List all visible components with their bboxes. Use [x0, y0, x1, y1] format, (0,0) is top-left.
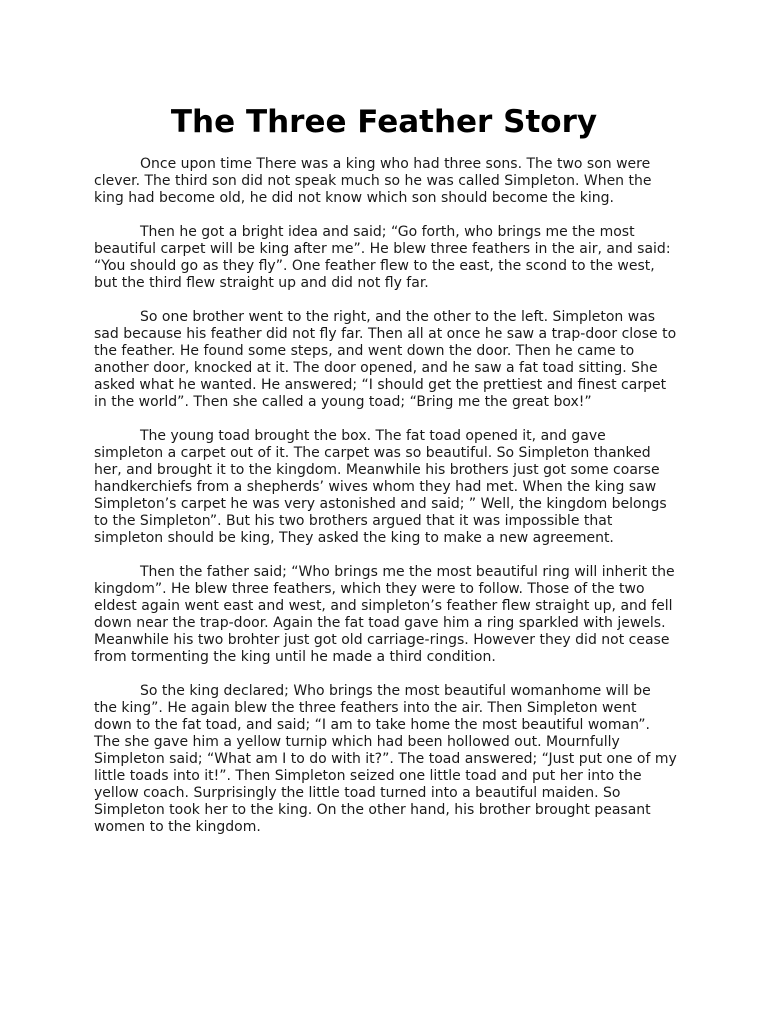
- paragraph: The young toad brought the box. The fat toad opened it, and gave simpleton a carpet out of it. The carpet was so beautiful. So Simpleton thanked her, and brought it to the kingdom. Meanwhile his brothers just got some coarse handkerchiefs from a shepherds’ wives whom they had met. When the king saw Simpleton’s carpet he was very astonished and said; ” Well, the kingdom belongs to the Simpleton”. But his two brothers argued that it was impossible that simpleton should be king, They asked the king to make a new agreement.: [94, 428, 667, 546]
- paragraph: Then he got a bright idea and said; “Go forth, who brings me the most beautiful carpet will be king after me”. He blew three feathers in the air, and said: “You should go as they fly”. One feather flew to the east, the scond to the west, but the third flew straight up and did not fly far.: [94, 224, 671, 291]
- paragraph: So one brother went to the right, and the other to the left. Simpleton was sad because his feather did not fly far. Then all at once he saw a trap-door close to the feather. He found some steps, and went down the door. Then he came to another door, knocked at it. The door opened, and he saw a fat toad sitting. She asked what he wanted. He answered; “I should get the prettiest and finest carpet in the world”. Then she called a young toad; “Bring me the great box!”: [94, 309, 677, 410]
- story-body: [94, 156, 678, 853]
- document-title: The Three Feather Story: [170, 104, 598, 140]
- paragraph: So the king declared; Who brings the most beautiful womanhome will be the king”. He again blew the three feathers into the air. Then Simpleton went down to the fat toad, and said; “I am to take home the most beautiful woman”. The she gave him a yellow turnip which had been hollowed out. Mournfully Simpleton said; “What am I to do with it?”. The toad answered; “Just put one of my little toads into it!”. Then Simpleton seized one little toad and put her into the yellow coach. Surprisingly the little toad turned into a beautiful maiden. So Simpleton took her to the king. On the other hand, his brother brought peasant women to the kingdom.: [94, 683, 677, 835]
- paragraph: Then the father said; “Who brings me the most beautiful ring will inherit the kingdom”. He blew three feathers, which they were to follow. Those of the two eldest again went east and west, and simpleton’s feather flew straight up, and fell down near the trap-door. Again the fat toad gave him a ring sparkled with jewels. Meanwhile his two brohter just got old carriage-rings. However they did not cease from tormenting the king until he made a third condition.: [94, 564, 675, 665]
- paragraph: Once upon time There was a king who had three sons. The two son were clever. The third son did not speak much so he was called Simpleton. When the king had become old, he did not know which son should become the king.: [94, 156, 652, 206]
